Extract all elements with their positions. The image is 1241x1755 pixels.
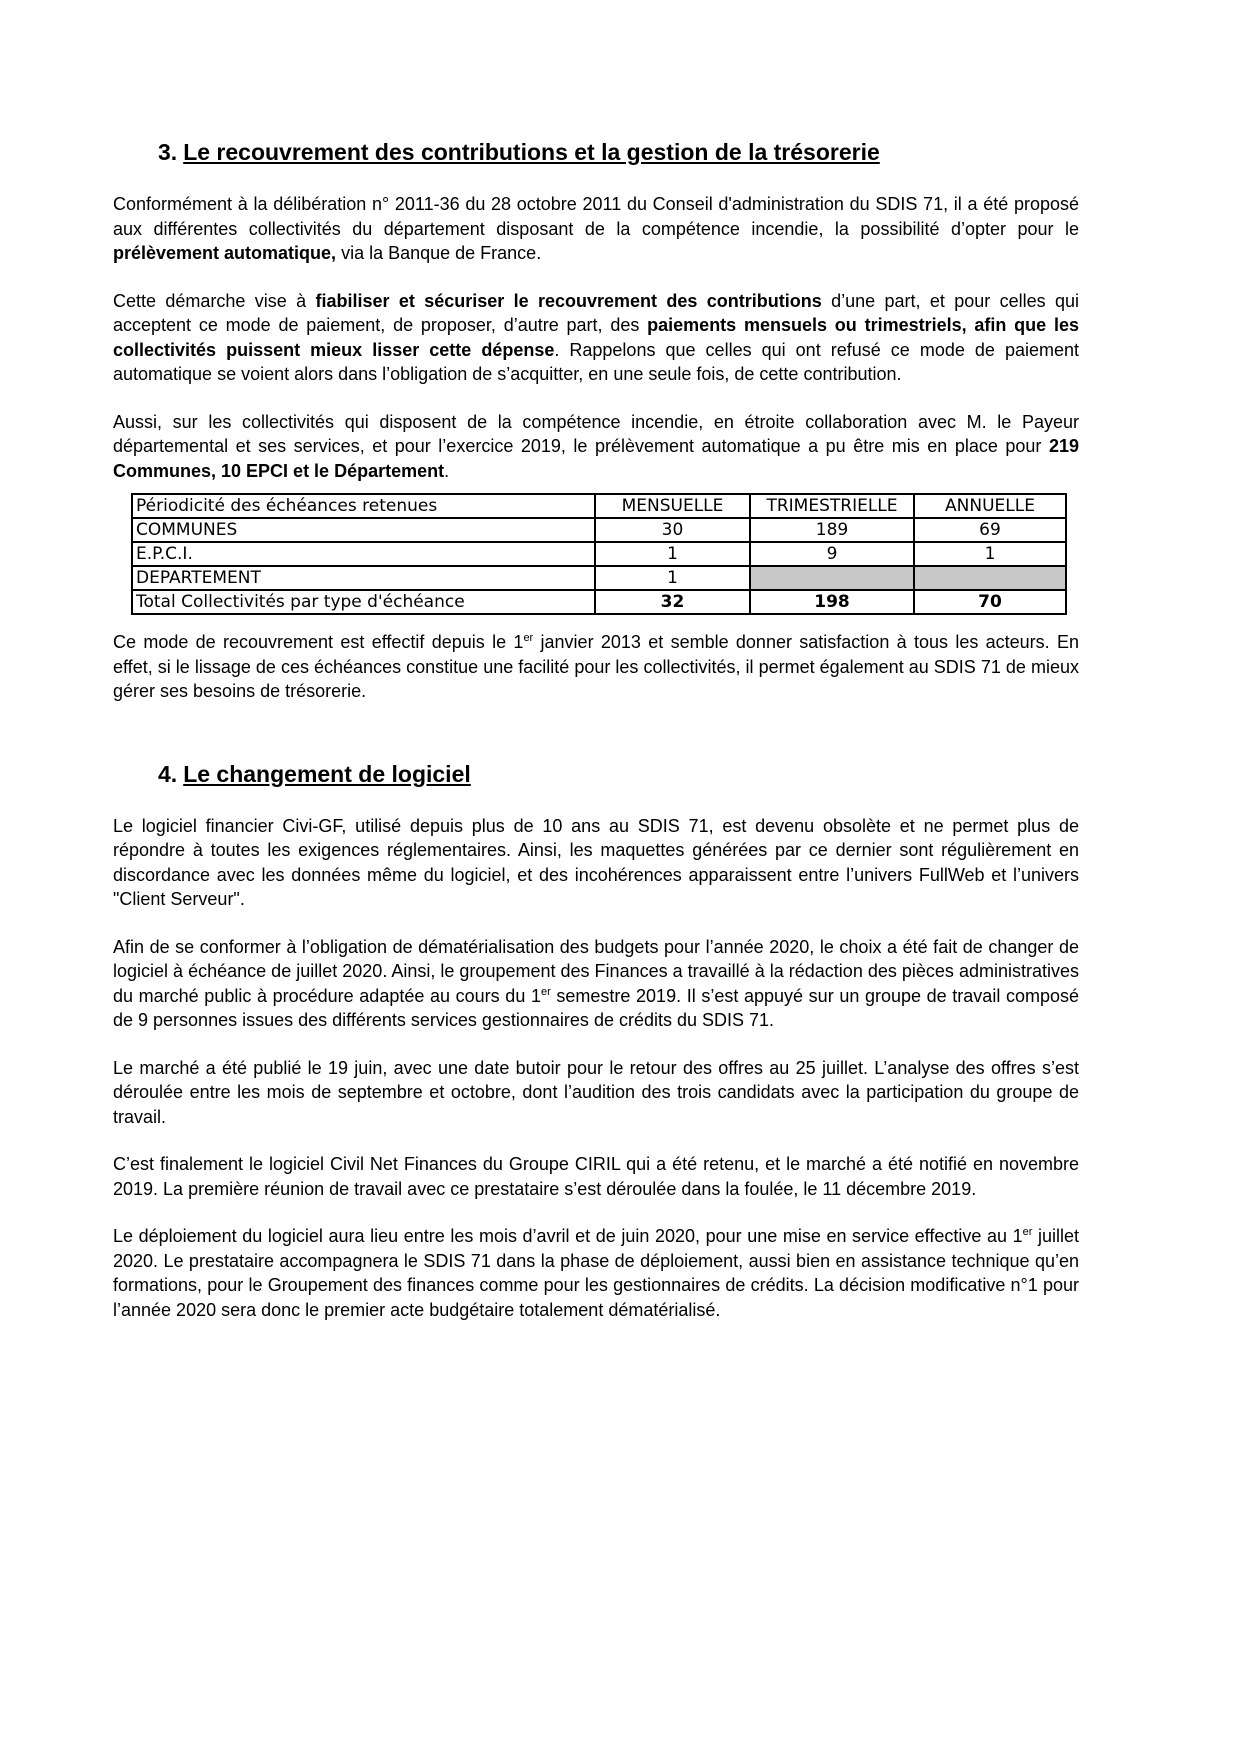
table-cell-monthly: 1: [595, 542, 750, 566]
table-header-monthly: MENSUELLE: [595, 494, 750, 518]
text-run: Aussi, sur les collectivités qui disposent de la compétence incendie, en étroite collaboration avec M. le Payeur départemental et ses services, et pour l’exercice 2019, le prélèvement automatique a pu être mis en place pour: [113, 411, 1079, 456]
text-run: Ce mode de recouvrement est effectif depuis le 1: [113, 632, 524, 652]
table-cell-empty-shaded: [750, 566, 914, 590]
table-cell-annual: 1: [914, 542, 1066, 566]
text-run-bold: fiabiliser et sécuriser le recouvrement des contributions: [315, 290, 822, 311]
text-run: semestre 2019. Il s’est appuyé sur un groupe de travail composé de 9 personnes issues des différents services gestionnaires de crédits du SDIS 71.: [113, 985, 1079, 1030]
section-3-paragraph-3: [113, 410, 1079, 484]
table-total-label: Total Collectivités par type d'échéance: [132, 590, 595, 614]
section-4-paragraph-5: [113, 1224, 1079, 1322]
section-3-paragraph-2: [113, 289, 1079, 387]
table-cell-monthly: 30: [595, 518, 750, 542]
page-content: [113, 138, 1079, 1322]
table-header-quarterly: TRIMESTRIELLE: [750, 494, 914, 518]
table-row-label: COMMUNES: [132, 518, 595, 542]
section-3-number: 3.: [158, 139, 178, 165]
section-4-paragraph-3: Le marché a été publié le 19 juin, avec une date butoir pour le retour des offres au 25 juillet. L’analyse des offres s’est déroulée entre les mois de septembre et octobre, dont l’audition des trois candidats avec la participation du groupe de travail.: [113, 1057, 1079, 1127]
table-row: [132, 566, 1066, 590]
text-run: janvier 2013 et semble donner satisfaction à tous les acteurs. En effet, si le lissage de ces échéances constitue une facilité pour les collectivités, il permet également au SDIS 71 de mieux gérer ses besoins de trésorerie.: [113, 632, 1080, 701]
section-4-heading: [158, 760, 1079, 788]
table-cell-quarterly: 9: [750, 542, 914, 566]
text-run: juillet 2020. Le prestataire accompagnera le SDIS 71 dans la phase de déploiement, aussi bien en assistance technique qu’en formations, pour le Groupement des finances comme pour les gestionnaires de crédits. La décision modificative n°1 pour l’année 2020 sera donc le premier acte budgétaire totalement dématérialisé.: [113, 1226, 1079, 1320]
text-run: Cette démarche vise à: [113, 290, 316, 311]
table-header-label: Périodicité des échéances retenues: [132, 494, 595, 518]
section-3-heading: [158, 138, 1079, 166]
text-run: .: [444, 460, 450, 481]
table-header-annual: ANNUELLE: [914, 494, 1066, 518]
table-total-annual: 70: [914, 590, 1066, 614]
text-run: Afin de se conformer à l’obligation de dématérialisation des budgets pour l’année 2020, le choix a été fait de changer de logiciel à échéance de juillet 2020. Ainsi, le groupement des Finances a travaillé à la rédaction des pièces administratives du marché public à procédure adaptée au cours du 1: [113, 936, 1079, 1006]
superscript: er: [1022, 1226, 1033, 1238]
table-row-label: E.P.C.I.: [132, 542, 595, 566]
table-total-monthly: 32: [595, 590, 750, 614]
table-total-row: [132, 590, 1066, 614]
section-4-paragraph-1: Le logiciel financier Civi-GF, utilisé depuis plus de 10 ans au SDIS 71, est devenu obsolète et ne permet plus de répondre à toutes les exigences réglementaires. Ainsi, les maquettes générées par ce dernier sont régulièrement en discordance avec les données même du logiciel, et des incohérences apparaissent entre l’univers FullWeb et l’univers "Client Serveur".: [113, 815, 1079, 909]
table-row: [132, 542, 1066, 566]
text-run: d’une part, et pour celles qui acceptent ce mode de paiement, de proposer, d’autre part, des: [113, 290, 1079, 335]
text-run: . Rappelons que celles qui ont refusé ce mode de paiement automatique se voient alors dans l’obligation de s’acquitter, en une seule fois, de cette contribution.: [113, 339, 1079, 384]
section-3-paragraph-1: [113, 192, 1079, 266]
superscript: er: [523, 632, 534, 644]
table-row: [132, 518, 1066, 542]
table-cell-annual: 69: [914, 518, 1066, 542]
text-run: Conformément à la délibération n° 2011-36 du 28 octobre 2011 du Conseil d'administration du SDIS 71, il a été proposé aux différentes collectivités du département disposant de la compétence incendie, la possibilité d’opter pour le: [113, 194, 1079, 239]
text-run: Le déploiement du logiciel aura lieu entre les mois d’avril et de juin 2020, pour une mise en service effective au 1: [113, 1226, 1023, 1246]
superscript: er: [540, 985, 551, 998]
table-cell-monthly: 1: [595, 566, 750, 590]
section-4-paragraph-4: C’est finalement le logiciel Civil Net Finances du Groupe CIRIL qui a été retenu, et le marché a été notifié en novembre 2019. La première réunion de travail avec ce prestataire s’est déroulée dans la foulée, le 11 décembre 2019.: [113, 1154, 1079, 1199]
section-4-number: 4.: [158, 760, 178, 787]
table-cell-empty-shaded: [914, 566, 1066, 590]
section-3-paragraph-4: [113, 630, 1079, 704]
table-header-row: [132, 494, 1066, 518]
section-3-title: Le recouvrement des contributions et la gestion de la trésorerie: [183, 139, 880, 165]
section-4-title: Le changement de logiciel: [183, 760, 471, 787]
text-run-bold: paiements mensuels ou trimestriels, afin que les collectivités puissent mieux lisser cette dépense: [113, 315, 1079, 360]
text-run: via la Banque de France.: [336, 243, 542, 263]
section-4-paragraph-2: [113, 935, 1079, 1033]
table-row-label: DEPARTEMENT: [132, 566, 595, 590]
recovery-schedule-table: [131, 493, 1067, 615]
table-cell-quarterly: 189: [750, 518, 914, 542]
text-run-bold: 219 Communes, 10 EPCI et le Département: [113, 436, 1079, 481]
text-run-bold: prélèvement automatique,: [113, 243, 337, 263]
table-total-quarterly: 198: [750, 590, 914, 614]
